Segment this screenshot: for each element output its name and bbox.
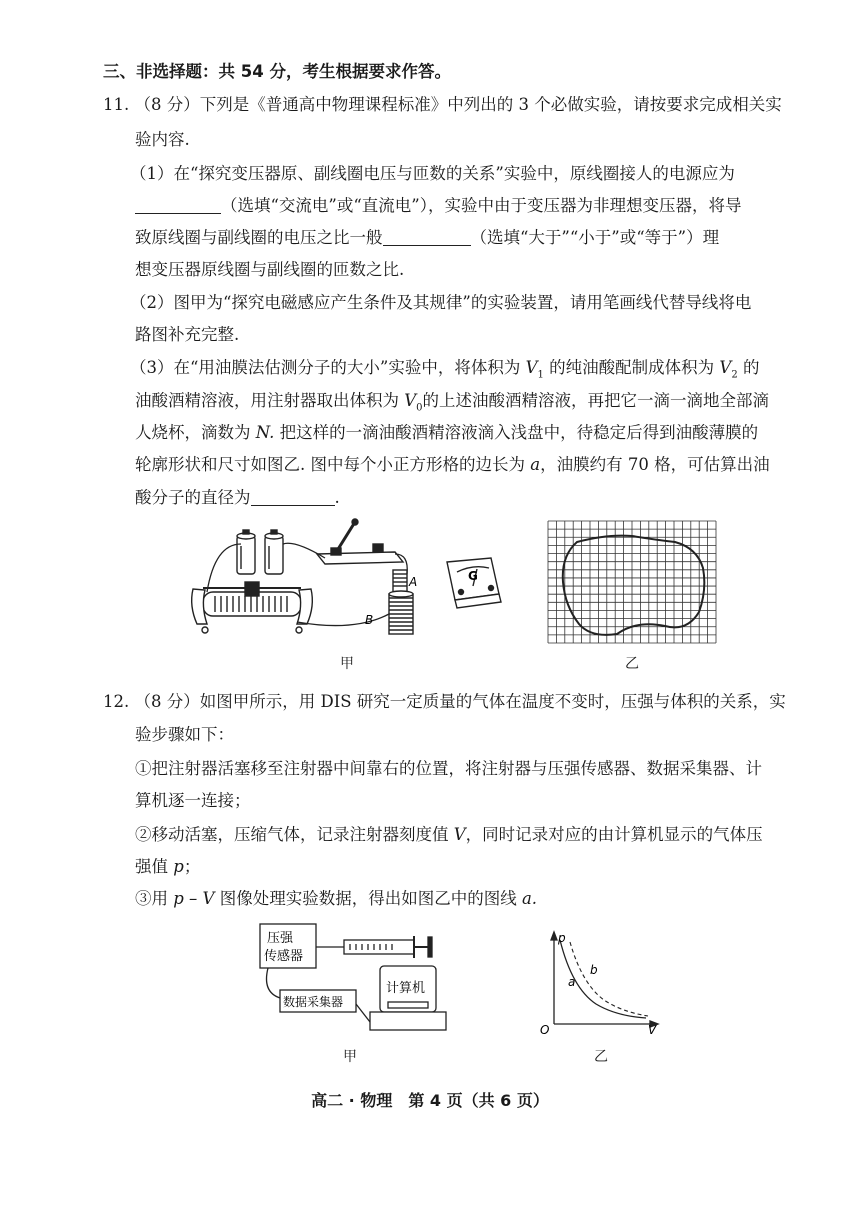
- galvanometer-icon: [447, 558, 501, 608]
- battery-icon: [237, 530, 283, 574]
- page-footer: 高二 · 物理 第 4 页（共 6 页）: [311, 1091, 549, 1110]
- q11-p1-line1: （1）在“探究变压器原、副线圈电压与匝数的关系”实验中，原线圈接人的电源应为: [130, 164, 735, 183]
- switch-icon: [317, 519, 403, 564]
- galvanometer-label: G: [468, 569, 478, 583]
- collector-label: 数据采集器: [283, 995, 344, 1009]
- q12-figure-jia-caption: 甲: [343, 1049, 357, 1065]
- coil-a-label: A: [409, 575, 418, 589]
- origin-label: O: [540, 1023, 550, 1036]
- sensor-label-1: 压强: [267, 931, 294, 946]
- answer-blank-diameter[interactable]: [251, 487, 335, 506]
- pv-graph-figure: [536, 928, 664, 1036]
- sensor-label-2: 传感器: [264, 949, 304, 964]
- dis-setup-figure: [258, 922, 448, 1037]
- q11-p2-line1: （2）图甲为“探究电磁感应产生条件及其规律”的实验装置，请用笔画线代替导线将电: [130, 293, 752, 312]
- computer-icon: [370, 966, 446, 1030]
- q12-figure-yi-caption: 乙: [594, 1049, 608, 1065]
- q11-p1-line2: （选填“交流电”或“直流电”），实验中由于变压器为非理想变压器，将导: [135, 194, 742, 218]
- q12-step3-line1: ③用 p – V 图像处理实验数据，得出如图乙中的图线 a.: [135, 889, 538, 908]
- q11-p3-line3: 人烧杯，滴数为 N. 把这样的一滴油酸酒精溶液滴入浅盘中，待稳定后得到油酸薄膜的: [135, 423, 759, 442]
- q12-number: 12.: [103, 692, 130, 711]
- grid-lines: [548, 521, 716, 643]
- q12-header: [103, 690, 786, 714]
- q11-intro-line2: 验内容.: [135, 130, 190, 149]
- p-axis-arrow-icon: [551, 932, 557, 940]
- coil-b-label: B: [365, 613, 374, 627]
- rheostat-icon: [192, 582, 313, 633]
- q12-step2-line2: 强值 p；: [135, 857, 201, 876]
- v-axis-label: V: [648, 1023, 657, 1036]
- q12-step2-line1: ②移动活塞，压缩气体，记录注射器刻度值 V，同时记录对应的由计算机显示的气体压: [135, 825, 763, 844]
- oil-film-grid-figure: [547, 520, 717, 644]
- q11-p1-line3: 致原线圈与副线圈的电压之比一般 （选填“大于”“小于”或“等于”）理: [135, 228, 720, 247]
- q11-p3-line1: （3）在“用油膜法估测分子的大小”实验中，将体积为 $V_1$ 的纯油酸配制成体积为 $V_2$ 的: [130, 358, 760, 381]
- curve-b-label: b: [590, 963, 598, 977]
- oil-film-outline: [563, 536, 705, 635]
- q11-p2-line2: 路图补充完整.: [135, 325, 240, 344]
- cable-sensor-collector: [267, 968, 281, 998]
- q12-step1-line1: ①把注射器活塞移至注射器中间靠右的位置，将注射器与压强传感器、数据采集器、计: [135, 759, 762, 778]
- curve-a-label: a: [568, 975, 576, 989]
- q11-p3-line4: 轮廓形状和尺寸如图乙. 图中每个小正方形格的边长为 a，油膜约有 70 格，可估算出油: [135, 455, 770, 474]
- answer-blank-power[interactable]: [135, 195, 221, 214]
- q11-p3-line2: 油酸酒精溶液，用注射器取出体积为 $V_0$的上述油酸酒精溶液，再把它一滴一滴地全部滴: [135, 391, 770, 414]
- syringe-icon: [316, 936, 432, 958]
- q12-intro: （8 分）如图甲所示，用 DIS 研究一定质量的气体在温度不变时，压强与体积的关系，实: [134, 692, 786, 711]
- section-title: 三、非选择题：共 54 分，考生根据要求作答。: [103, 62, 451, 81]
- cable-collector-computer: [356, 1004, 370, 1022]
- q11-p3-line5: 酸分子的直径为 .: [135, 488, 340, 507]
- curve-b: [570, 942, 648, 1016]
- q11-intro: （8 分）下列是《普通高中物理课程标准》中列出的 3 个必做实验，请按要求完成相关实: [134, 95, 782, 114]
- q11-figure-jia-caption: 甲: [340, 656, 354, 672]
- q12-step1-line2: 算机逐一连接；: [135, 791, 251, 810]
- q11-p1-line4: 想变压器原线圈与副线圈的匝数之比.: [135, 260, 405, 279]
- answer-blank-ratio[interactable]: [383, 227, 471, 246]
- q11-figure-yi-caption: 乙: [625, 656, 639, 672]
- q11-header: [103, 93, 782, 117]
- induction-apparatus-figure: [185, 514, 505, 649]
- q11-number: 11.: [103, 95, 130, 114]
- coil-b-icon: [389, 591, 413, 634]
- computer-label: 计算机: [386, 981, 426, 996]
- p-axis-label: p: [558, 931, 566, 945]
- coil-a-icon: [393, 570, 407, 592]
- q12-intro-line2: 验步骤如下：: [135, 725, 234, 744]
